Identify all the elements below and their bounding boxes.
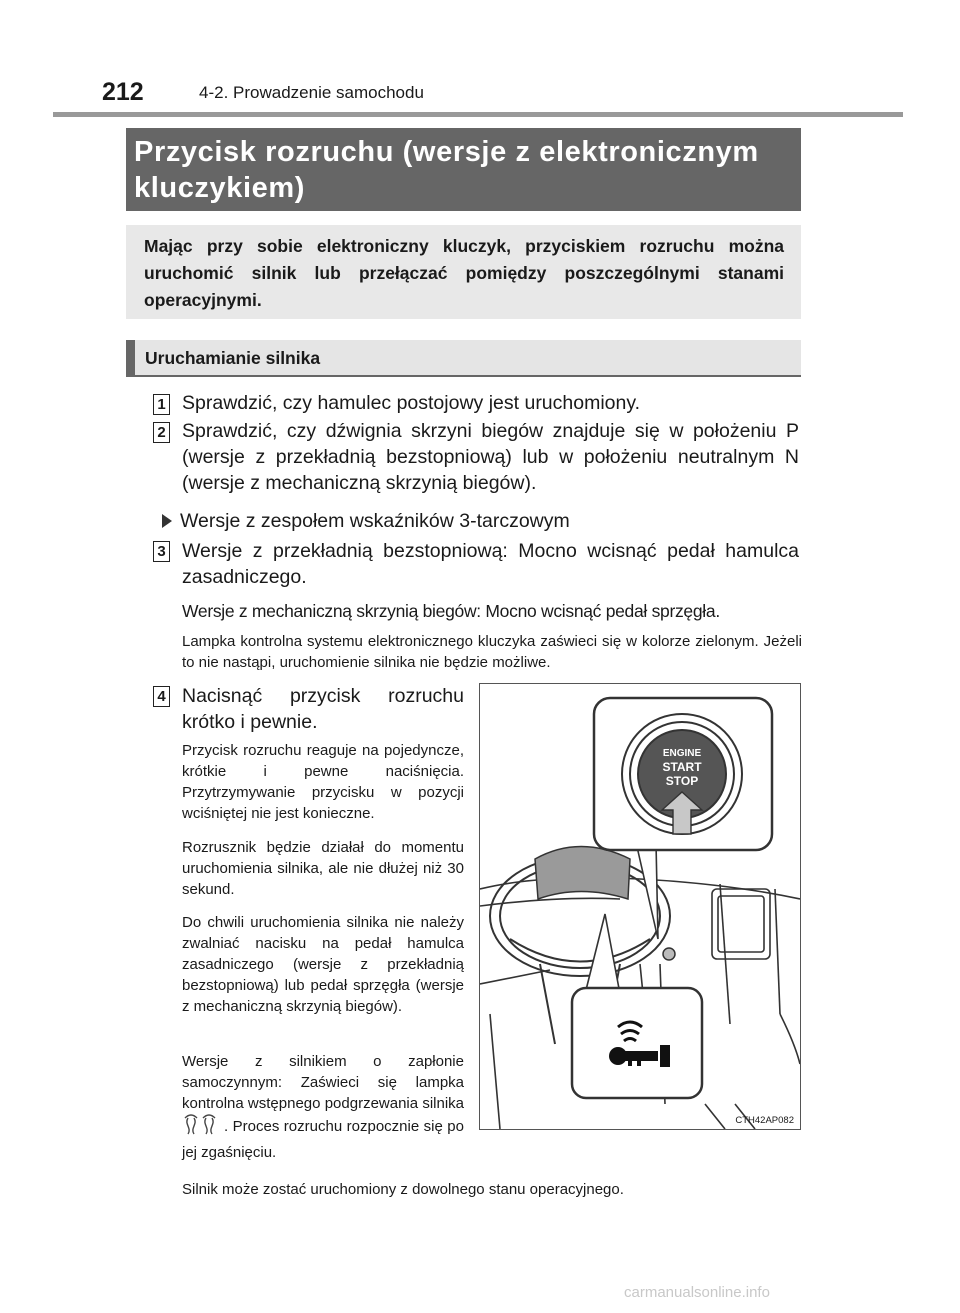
callout-pointer-bottom (585, 914, 620, 994)
page-title-line2: kluczykiem) (134, 172, 306, 204)
intro-box (126, 225, 801, 319)
subsection-bar (126, 340, 135, 375)
page-title-line1: Przycisk rozruchu (wersje z elektronicznym (134, 136, 759, 168)
step-3-note: Lampka kontrolna systemu elektronicznego kluczyka zaświeci się w kolorze zielonym. Jeżeli to nie nastąpi, uruchomienie silnika nie będzie możliwe. (182, 633, 802, 671)
subsection-title: Uruchamianie silnika (145, 348, 321, 368)
step-number-4: 4 (153, 686, 170, 707)
subsection-header (126, 340, 801, 377)
dashboard-illustration (480, 684, 800, 1129)
version-header-text: Wersje z zespołem wskaźników 3-tarczowym (180, 510, 570, 532)
figure-caption: CTH42AP082 (735, 1115, 794, 1126)
version-header (162, 508, 782, 534)
dash-start-button (663, 948, 675, 960)
watermark: carmanualsonline.info (624, 1284, 770, 1301)
step-1-text: Sprawdzić, czy hamulec postojowy jest uruchomiony. (182, 392, 641, 414)
step-4-note-2: Rozrusznik będzie działał do momentu uruchomienia silnika, ale nie dłużej niż 30 sekund. (182, 839, 464, 898)
step-4-note-1: Przycisk rozruchu reaguje na pojedyncze, krótkie i pewne naciśnięcia. Przytrzymywanie przycisku w pozycji wciśniętej nie jest konieczne. (182, 742, 464, 822)
intro-text: Mając przy sobie elektroniczny kluczyk, przyciskiem rozruchu można uruchomić silnik lub przełączać pomiędzy poszczególnymi stanami operacyjnymi. (144, 236, 784, 310)
step-3-text: Wersje z przekładnią bezstopniową: Mocno wcisnąć pedał hamulca zasadniczego. (182, 540, 799, 588)
button-label-engine: ENGINE (662, 748, 702, 759)
triangle-bullet-icon (162, 514, 172, 528)
title-box (126, 128, 801, 211)
header-rule (53, 112, 903, 117)
step-number-2: 2 (153, 422, 170, 443)
page-number: 212 (102, 78, 144, 106)
page-title (134, 134, 794, 206)
button-label-stop: STOP (665, 774, 699, 788)
glow-note-after: . Proces rozruchu rozpocznie się po jej zgaśnięciu. (182, 1118, 464, 1161)
button-label-start: START (662, 760, 702, 774)
step-number-1: 1 (153, 394, 170, 415)
step-number-3: 3 (153, 541, 170, 562)
step-3-manual-text: Wersje z mechaniczną skrzynią biegów: Mocno wcisnąć pedał sprzęgła. (182, 601, 720, 621)
step-4-note-3: Do chwili uruchomienia silnika nie należy zwalniać nacisku na pedał hamulca zasadniczego (wersje z przekładnią bezstopniową) lub pedał sprzęgła (wersje z mechaniczną skrzynią biegów). (182, 914, 464, 1015)
footer-note: Silnik może zostać uruchomiony z dowolnego stanu operacyjnego. (182, 1181, 624, 1198)
section-reference: 4-2. Prowadzenie samochodu (199, 83, 424, 102)
step-4-note-4 (182, 1051, 464, 1163)
engine-start-figure (479, 683, 801, 1130)
glow-plug-icon (182, 1114, 224, 1142)
step-4-text: Nacisnąć przycisk rozruchu krótko i pewnie. (182, 685, 464, 733)
glow-note-before: Wersje z silnikiem o zapłonie samoczynnym: Zaświeci się lampka kontrolna wstępnego podgrzewania silnika (182, 1053, 464, 1112)
step-2-text: Sprawdzić, czy dźwignia skrzyni biegów znajduje się w położeniu P (wersje z przekładnią bezstopniową) lub w położeniu neutralnym N (wersje z mechaniczną skrzynią biegów). (182, 420, 799, 494)
instrument-cluster (535, 847, 630, 900)
indicator-callout (572, 988, 702, 1098)
